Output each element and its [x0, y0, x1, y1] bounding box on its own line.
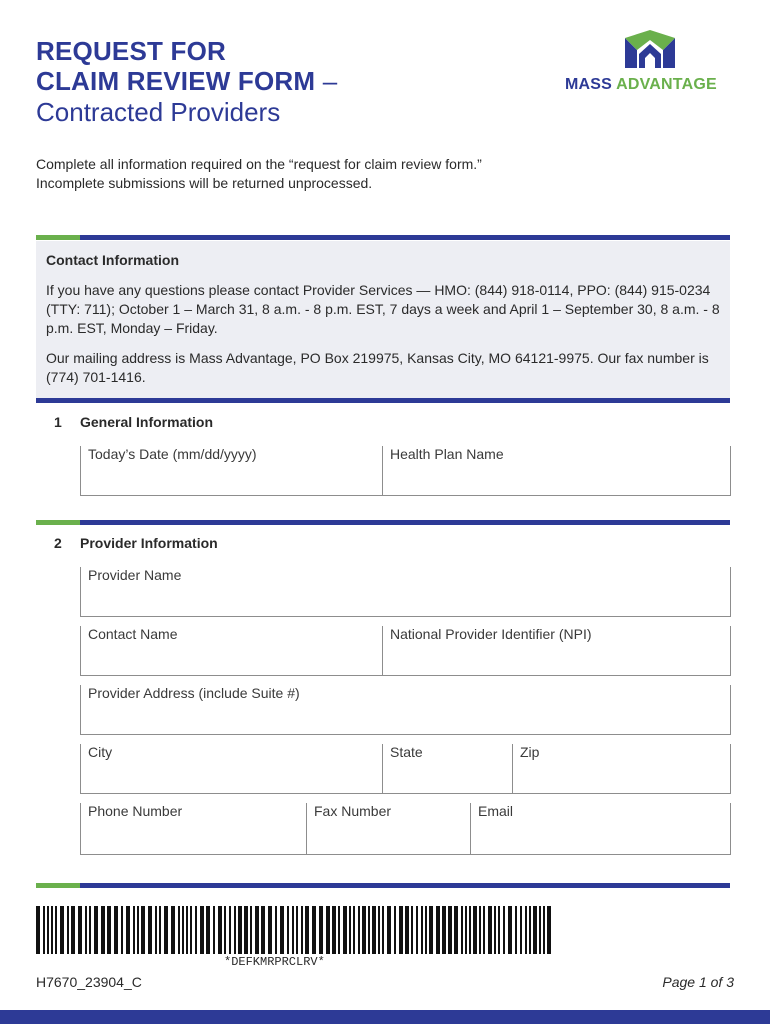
- state-label: State: [390, 744, 423, 760]
- section-divider-1: [36, 398, 730, 403]
- barcode-bar: [503, 906, 505, 954]
- barcode-bar: [229, 906, 231, 954]
- barcode-bar: [275, 906, 277, 954]
- barcode-bar: [529, 906, 531, 954]
- barcode-bar: [508, 906, 512, 954]
- barcode-bar: [473, 906, 477, 954]
- barcode-bar: [372, 906, 376, 954]
- barcode-bar: [250, 906, 252, 954]
- health-plan-name-input[interactable]: [384, 468, 729, 494]
- city-input[interactable]: [82, 766, 381, 792]
- barcode-bar: [280, 906, 284, 954]
- barcode-bar: [85, 906, 87, 954]
- logo-word-mass: MASS: [565, 76, 617, 93]
- contact-name-label: Contact Name: [88, 626, 178, 642]
- todays-date-input[interactable]: [82, 468, 381, 494]
- phone-number-field[interactable]: [80, 803, 306, 855]
- barcode-bar: [164, 906, 168, 954]
- barcode-bar: [411, 906, 413, 954]
- barcode-bar: [483, 906, 485, 954]
- barcode-bar: [133, 906, 135, 954]
- barcode-bar: [421, 906, 423, 954]
- email-field[interactable]: [470, 803, 731, 855]
- barcode-bar: [159, 906, 161, 954]
- barcode-bar: [47, 906, 49, 954]
- fax-number-input[interactable]: [308, 827, 469, 853]
- barcode-bar: [515, 906, 517, 954]
- state-input[interactable]: [384, 766, 511, 792]
- todays-date-field[interactable]: [80, 446, 382, 496]
- title-subtitle: Contracted Providers: [36, 97, 281, 127]
- barcode-bar: [448, 906, 452, 954]
- barcode-bar: [292, 906, 294, 954]
- barcode-bar: [479, 906, 481, 954]
- barcode-bar: [195, 906, 197, 954]
- provider-name-field[interactable]: [80, 567, 731, 617]
- barcode-bar: [405, 906, 409, 954]
- barcode-bar: [101, 906, 105, 954]
- section-1-number: 1: [54, 414, 62, 430]
- barcode-bar: [43, 906, 45, 954]
- barcode-bar: [36, 906, 40, 954]
- barcode-bar: [399, 906, 403, 954]
- title-line-2-text: CLAIM REVIEW FORM: [36, 66, 316, 96]
- section-divider-2: [36, 520, 730, 525]
- barcode-bar: [425, 906, 427, 954]
- npi-field[interactable]: [382, 626, 731, 676]
- barcode-bar: [268, 906, 272, 954]
- barcode-bar: [55, 906, 57, 954]
- todays-date-label: Today’s Date (mm/dd/yyyy): [88, 446, 257, 462]
- intro-line-2: Incomplete submissions will be returned unprocessed.: [36, 175, 373, 191]
- barcode-bar: [520, 906, 522, 954]
- barcode-bar: [454, 906, 458, 954]
- barcode-bar: [234, 906, 236, 954]
- divider-accent: [36, 520, 80, 525]
- barcode-bar: [148, 906, 152, 954]
- section-divider-contact: [36, 235, 730, 240]
- barcode-bar: [488, 906, 492, 954]
- barcode-bar: [498, 906, 500, 954]
- provider-address-input[interactable]: [82, 707, 729, 733]
- npi-label: National Provider Identifier (NPI): [390, 626, 592, 642]
- contact-phone-hours: If you have any questions please contact Provider Services — HMO: (844) 918-0114, PPO: (844) 915-0234 (TTY: 711); October 1 – March 31, 8 a.m. - 8 p.m. EST, 7 days a week and April 1 – September 30, 8 a.m. - 8 p.m. EST, Monday – Friday.: [46, 282, 720, 336]
- barcode-bar: [312, 906, 316, 954]
- barcode-bar: [525, 906, 527, 954]
- barcode-bar: [461, 906, 463, 954]
- title-line-1: REQUEST FOR: [36, 36, 226, 66]
- barcode-bar: [238, 906, 242, 954]
- barcode-bar: [362, 906, 366, 954]
- provider-address-label: Provider Address (include Suite #): [88, 685, 300, 701]
- barcode-bar: [200, 906, 204, 954]
- barcode-bar: [436, 906, 440, 954]
- footer-band: [0, 1010, 770, 1024]
- city-label: City: [88, 744, 113, 760]
- barcode-bar: [71, 906, 75, 954]
- barcode-bar: [338, 906, 340, 954]
- barcode-bar: [343, 906, 347, 954]
- divider-accent: [36, 883, 80, 888]
- barcode-bar: [394, 906, 396, 954]
- barcode-bar: [349, 906, 351, 954]
- barcode-bar: [206, 906, 210, 954]
- title-line-2: [36, 66, 337, 96]
- barcode-bar: [186, 906, 188, 954]
- contact-information-panel: [36, 241, 730, 398]
- fax-number-label: Fax Number: [314, 803, 392, 819]
- barcode-bar: [94, 906, 98, 954]
- logo-wordmark: [565, 76, 717, 94]
- provider-name-input[interactable]: [82, 589, 729, 615]
- phone-number-label: Phone Number: [88, 803, 183, 819]
- barcode-bar: [368, 906, 370, 954]
- barcode-bar: [305, 906, 309, 954]
- barcode-bar: [155, 906, 157, 954]
- contact-name-input[interactable]: [82, 648, 381, 674]
- section-2-header: [36, 535, 730, 555]
- mountain-m-icon: [623, 28, 677, 68]
- barcode-bar: [332, 906, 336, 954]
- form-barcode: [36, 906, 730, 954]
- barcode-bar: [429, 906, 433, 954]
- barcode-bar: [60, 906, 64, 954]
- barcode-bar: [218, 906, 222, 954]
- barcode-bar: [353, 906, 355, 954]
- section-1-header: [36, 414, 730, 434]
- barcode-bar: [171, 906, 175, 954]
- barcode-bar: [539, 906, 541, 954]
- state-field[interactable]: [382, 744, 512, 794]
- page-number: Page 1 of 3: [662, 974, 734, 990]
- contact-name-field[interactable]: [80, 626, 382, 676]
- section-2-title: Provider Information: [80, 535, 218, 551]
- barcode-bar: [255, 906, 259, 954]
- barcode-bar: [494, 906, 496, 954]
- divider-accent: [36, 235, 80, 240]
- zip-label: Zip: [520, 744, 540, 760]
- health-plan-name-field[interactable]: [382, 446, 731, 496]
- barcode-bar: [358, 906, 360, 954]
- barcode-bar: [442, 906, 446, 954]
- barcode-bar: [378, 906, 380, 954]
- fax-number-field[interactable]: [306, 803, 470, 855]
- barcode-bar: [533, 906, 537, 954]
- email-input[interactable]: [472, 827, 729, 853]
- mass-advantage-logo: [565, 28, 735, 98]
- barcode-bar: [78, 906, 82, 954]
- city-field[interactable]: [80, 744, 382, 794]
- zip-field[interactable]: [512, 744, 731, 794]
- barcode-bar: [121, 906, 123, 954]
- barcode-text: *DEFKMRPRCLRV*: [224, 955, 325, 969]
- barcode-bar: [387, 906, 391, 954]
- barcode-bar: [287, 906, 289, 954]
- title-dash: –: [315, 66, 338, 96]
- barcode-bar: [89, 906, 91, 954]
- barcode-bar: [382, 906, 384, 954]
- section-divider-bottom: [36, 883, 730, 888]
- health-plan-name-label: Health Plan Name: [390, 446, 504, 462]
- barcode-bar: [296, 906, 298, 954]
- zip-input[interactable]: [514, 766, 729, 792]
- provider-address-field[interactable]: [80, 685, 731, 735]
- barcode-bar: [319, 906, 323, 954]
- npi-input[interactable]: [384, 648, 729, 674]
- barcode-bar: [261, 906, 265, 954]
- barcode-bar: [141, 906, 145, 954]
- barcode-bar: [465, 906, 467, 954]
- barcode-bar: [178, 906, 180, 954]
- barcode-bar: [182, 906, 184, 954]
- barcode-bar: [126, 906, 130, 954]
- barcode-bar: [190, 906, 192, 954]
- provider-name-label: Provider Name: [88, 567, 182, 583]
- contact-mailing-fax: Our mailing address is Mass Advantage, PO Box 219975, Kansas City, MO 64121-9975. Our fax number is (774) 701-1416.: [46, 350, 709, 385]
- email-label: Email: [478, 803, 514, 819]
- form-code: H7670_23904_C: [36, 974, 142, 990]
- barcode-bar: [326, 906, 330, 954]
- barcode-bar: [114, 906, 118, 954]
- barcode-bar: [301, 906, 303, 954]
- logo-word-advantage: ADVANTAGE: [616, 76, 717, 93]
- section-1-title: General Information: [80, 414, 214, 430]
- form-title: [36, 36, 337, 128]
- section-2-number: 2: [54, 535, 62, 551]
- barcode-bar: [137, 906, 139, 954]
- barcode-bar: [107, 906, 111, 954]
- barcode-bar: [469, 906, 471, 954]
- intro-instructions: [36, 155, 736, 193]
- barcode-bar: [224, 906, 226, 954]
- barcode-bar: [244, 906, 248, 954]
- barcode-bar: [213, 906, 215, 954]
- phone-number-input[interactable]: [82, 827, 305, 853]
- contact-heading: Contact Information: [46, 252, 179, 268]
- barcode-bar: [543, 906, 545, 954]
- barcode-bar: [67, 906, 69, 954]
- intro-line-1: Complete all information required on the “request for claim review form.”: [36, 156, 482, 172]
- barcode-bar: [416, 906, 418, 954]
- barcode-bar: [51, 906, 53, 954]
- barcode-bar: [547, 906, 551, 954]
